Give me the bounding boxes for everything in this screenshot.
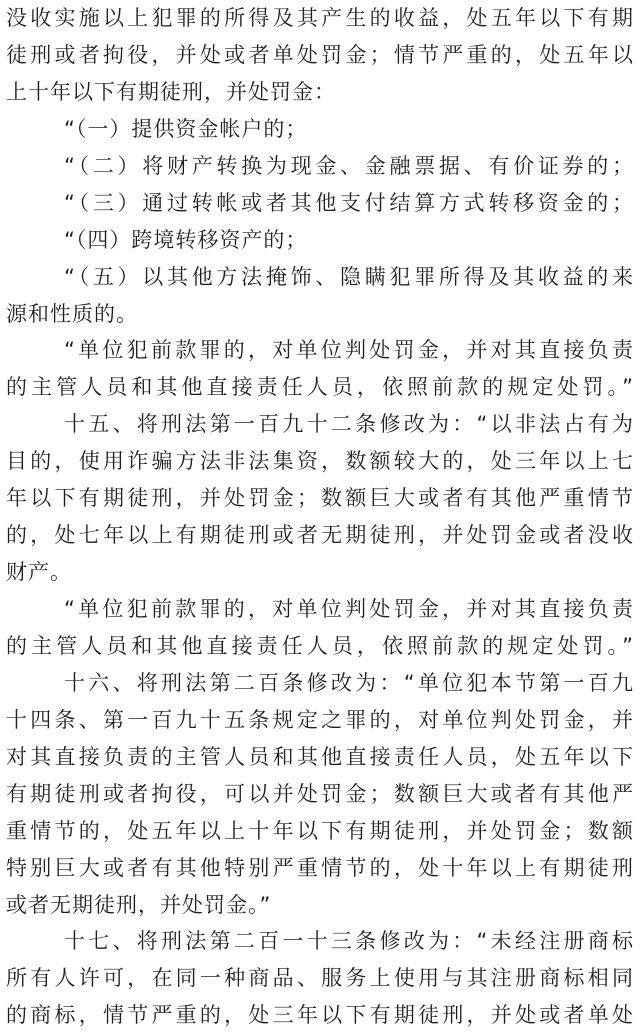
text-line: 有期徒刑或者拘役，可以并处罚金；数额巨大或者有其他严 bbox=[6, 781, 634, 806]
text-line: 的商标，情节严重的，处三年以下有期徒刑，并处或者单处 bbox=[6, 1003, 634, 1028]
text-line: 重情节的，处五年以上十年以下有期徒刑，并处罚金；数额 bbox=[6, 818, 634, 843]
text-line: 徒刑或者拘役，并处或者单处罚金；情节严重的，处五年以 bbox=[6, 42, 634, 67]
text-line: 对其直接负责的主管人员和其他直接责任人员，处五年以下 bbox=[6, 744, 634, 769]
paragraph-start: “单位犯前款罪的，对单位判处罚金，并对其直接负责 bbox=[64, 338, 634, 363]
list-item: “（五）以其他方法掩饰、隐瞒犯罪所得及其收益的来 bbox=[64, 264, 634, 289]
text-line: 年以下有期徒刑，并处罚金；数额巨大或者有其他严重情节 bbox=[6, 486, 634, 511]
paragraph-start: “单位犯前款罪的，对单位判处罚金，并对其直接负责 bbox=[64, 597, 634, 621]
list-item: “（二）将财产转换为现金、金融票据、有价证券的； bbox=[64, 153, 634, 178]
document-page bbox=[6, 0, 634, 1034]
text-line: 源和性质的。 bbox=[6, 301, 138, 326]
list-item: “（四）跨境转移资产的； bbox=[64, 227, 308, 252]
text-line: 特别巨大或者有其他特别严重情节的，处十年以上有期徒刑 bbox=[6, 855, 634, 880]
text-line: 目的，使用诈骗方法非法集资，数额较大的，处三年以上七 bbox=[6, 449, 634, 474]
paragraph-start: 十五、将刑法第一百九十二条修改为：“以非法占有为 bbox=[64, 412, 634, 437]
text-line: 或者无期徒刑，并处罚金。” bbox=[6, 892, 272, 917]
paragraph-start: 十六、将刑法第二百条修改为：“单位犯本节第一百九 bbox=[64, 670, 634, 695]
text-line: 的主管人员和其他直接责任人员，依照前款的规定处罚。” bbox=[6, 633, 634, 658]
text-line: 的，处七年以上有期徒刑或者无期徒刑，并处罚金或者没收 bbox=[6, 523, 634, 548]
text-line: 所有人许可，在同一种商品、服务上使用与其注册商标相同 bbox=[6, 966, 634, 991]
text-line: 没收实施以上犯罪的所得及其产生的收益，处五年以下有期 bbox=[6, 6, 634, 30]
text-line: 的主管人员和其他直接责任人员，依照前款的规定处罚。” bbox=[6, 375, 634, 400]
text-line: 上十年以下有期徒刑，并处罚金： bbox=[6, 79, 336, 104]
list-item: “（一）提供资金帐户的； bbox=[64, 116, 308, 141]
list-item: “（三）通过转帐或者其他支付结算方式转移资金的； bbox=[64, 190, 634, 215]
text-line: 财产。 bbox=[6, 560, 72, 585]
paragraph-start: 十七、将刑法第二百一十三条修改为：“未经注册商标 bbox=[64, 929, 634, 954]
text-line: 十四条、第一百九十五条规定之罪的，对单位判处罚金，并 bbox=[6, 707, 634, 732]
